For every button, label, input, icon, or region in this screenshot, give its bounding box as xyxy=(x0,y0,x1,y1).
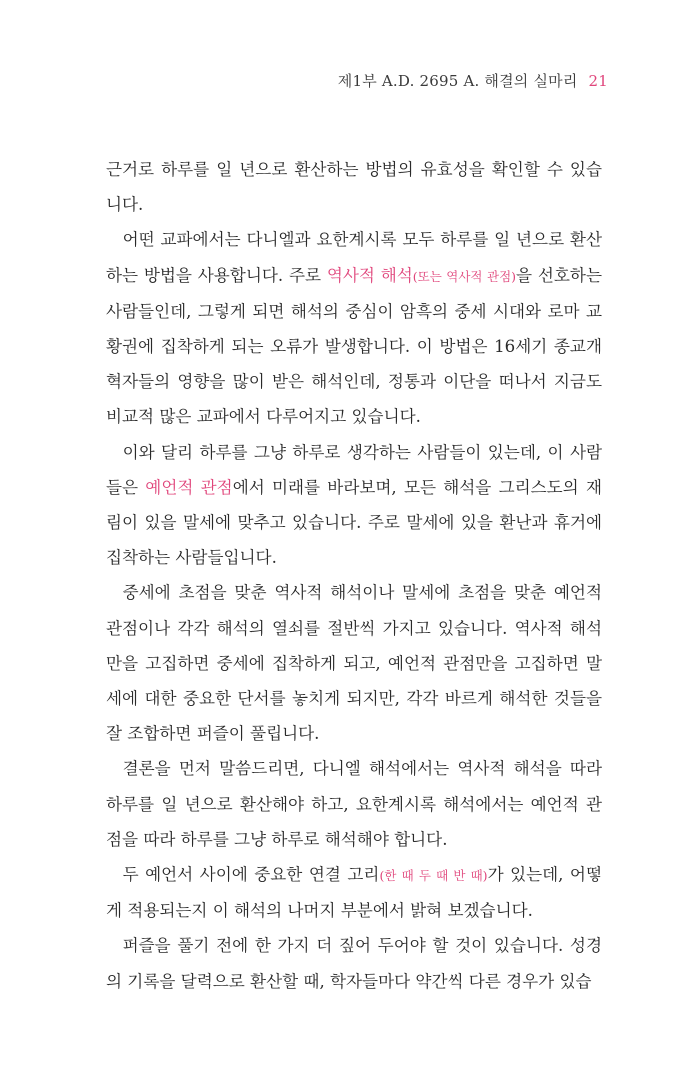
highlight-prophetic-view: 예언적 관점 xyxy=(145,477,233,497)
page-number: 21 xyxy=(588,72,608,90)
paragraph-text: 근거로 하루를 일 년으로 환산하는 방법의 유효성을 확인할 수 있습니다. xyxy=(106,160,602,215)
highlight-historical-note: (또는 역사적 관점) xyxy=(412,268,517,284)
paragraph-text: 퍼즐을 풀기 전에 한 가지 더 짚어 두어야 할 것이 있습니다. 성경의 기록을 달력으로 환산할 때, 학자들마다 약간씩 다른 경우가 있습 xyxy=(106,936,602,991)
paragraph xyxy=(106,751,602,857)
body-text xyxy=(106,152,602,999)
paragraph-text: 중세에 초점을 맞춘 역사적 해석이나 말세에 초점을 맞춘 예언적 관점이나 각각 해석의 열쇠를 절반씩 가지고 있습니다. 역사적 해석만을 고집하면 중세에 집착하게 되고, 예언적 관점만을 고집하면 말세에 대한 중요한 단서를 놓치게 되지만, 각각 바르게 해석한 것들을 잘 조합하면 퍼즐이 풀립니다. xyxy=(106,583,602,744)
paragraph-continued xyxy=(106,152,602,222)
running-title: 제1부 A.D. 2695 A. 해결의 실마리 xyxy=(337,72,578,90)
paragraph xyxy=(106,928,602,998)
paragraph-text: 두 예언서 사이에 중요한 연결 고리 xyxy=(122,865,380,885)
paragraph xyxy=(106,857,602,928)
paragraph-text: 결론을 먼저 말씀드리면, 다니엘 해석에서는 역사적 해석을 따라 하루를 일 년으로 환산해야 하고, 요한계시록 해석에서는 예언적 관점을 따라 하루를 그냥 하루로 해석해야 합니다. xyxy=(106,759,602,849)
paragraph-text: 을 선호하는 사람들인데, 그렇게 되면 해석의 중심이 암흑의 중세 시대와 로마 교황권에 집착하게 되는 오류가 발생합니다. 이 방법은 16세기 종교개혁자들의 영향을 많이 받은 해석인데, 정통과 이단을 떠나서 지금도 비교적 많은 교파에서 다루어지고 있습니다. xyxy=(106,265,602,427)
paragraph-text: 어떤 교파에서는 다니엘과 요한계시록 모두 하루를 일 년으로 환산하는 방법을 사용합니다. 주로 xyxy=(106,230,602,285)
paragraph-text: 에서 미래를 바라보며, 모든 해석을 그리스도의 재림이 있을 말세에 맞추고 있습니다. 주로 말세에 있을 환난과 휴거에 집착하는 사람들입니다. xyxy=(106,477,602,568)
paragraph xyxy=(106,222,602,434)
highlight-historical-interpretation: 역사적 해석 xyxy=(326,265,413,285)
paragraph xyxy=(106,435,602,576)
paragraph-text: 이와 달리 하루를 그냥 하루로 생각하는 사람들이 있는데, 이 사람들은 xyxy=(106,442,602,497)
running-header xyxy=(338,70,608,91)
highlight-time-times-half: (한 때 두 때 반 때) xyxy=(379,868,488,884)
paragraph-text: 가 있는데, 어떻게 적용되는지 이 해석의 나머지 부분에서 밝혀 보겠습니다. xyxy=(106,865,602,921)
paragraph xyxy=(106,575,602,751)
